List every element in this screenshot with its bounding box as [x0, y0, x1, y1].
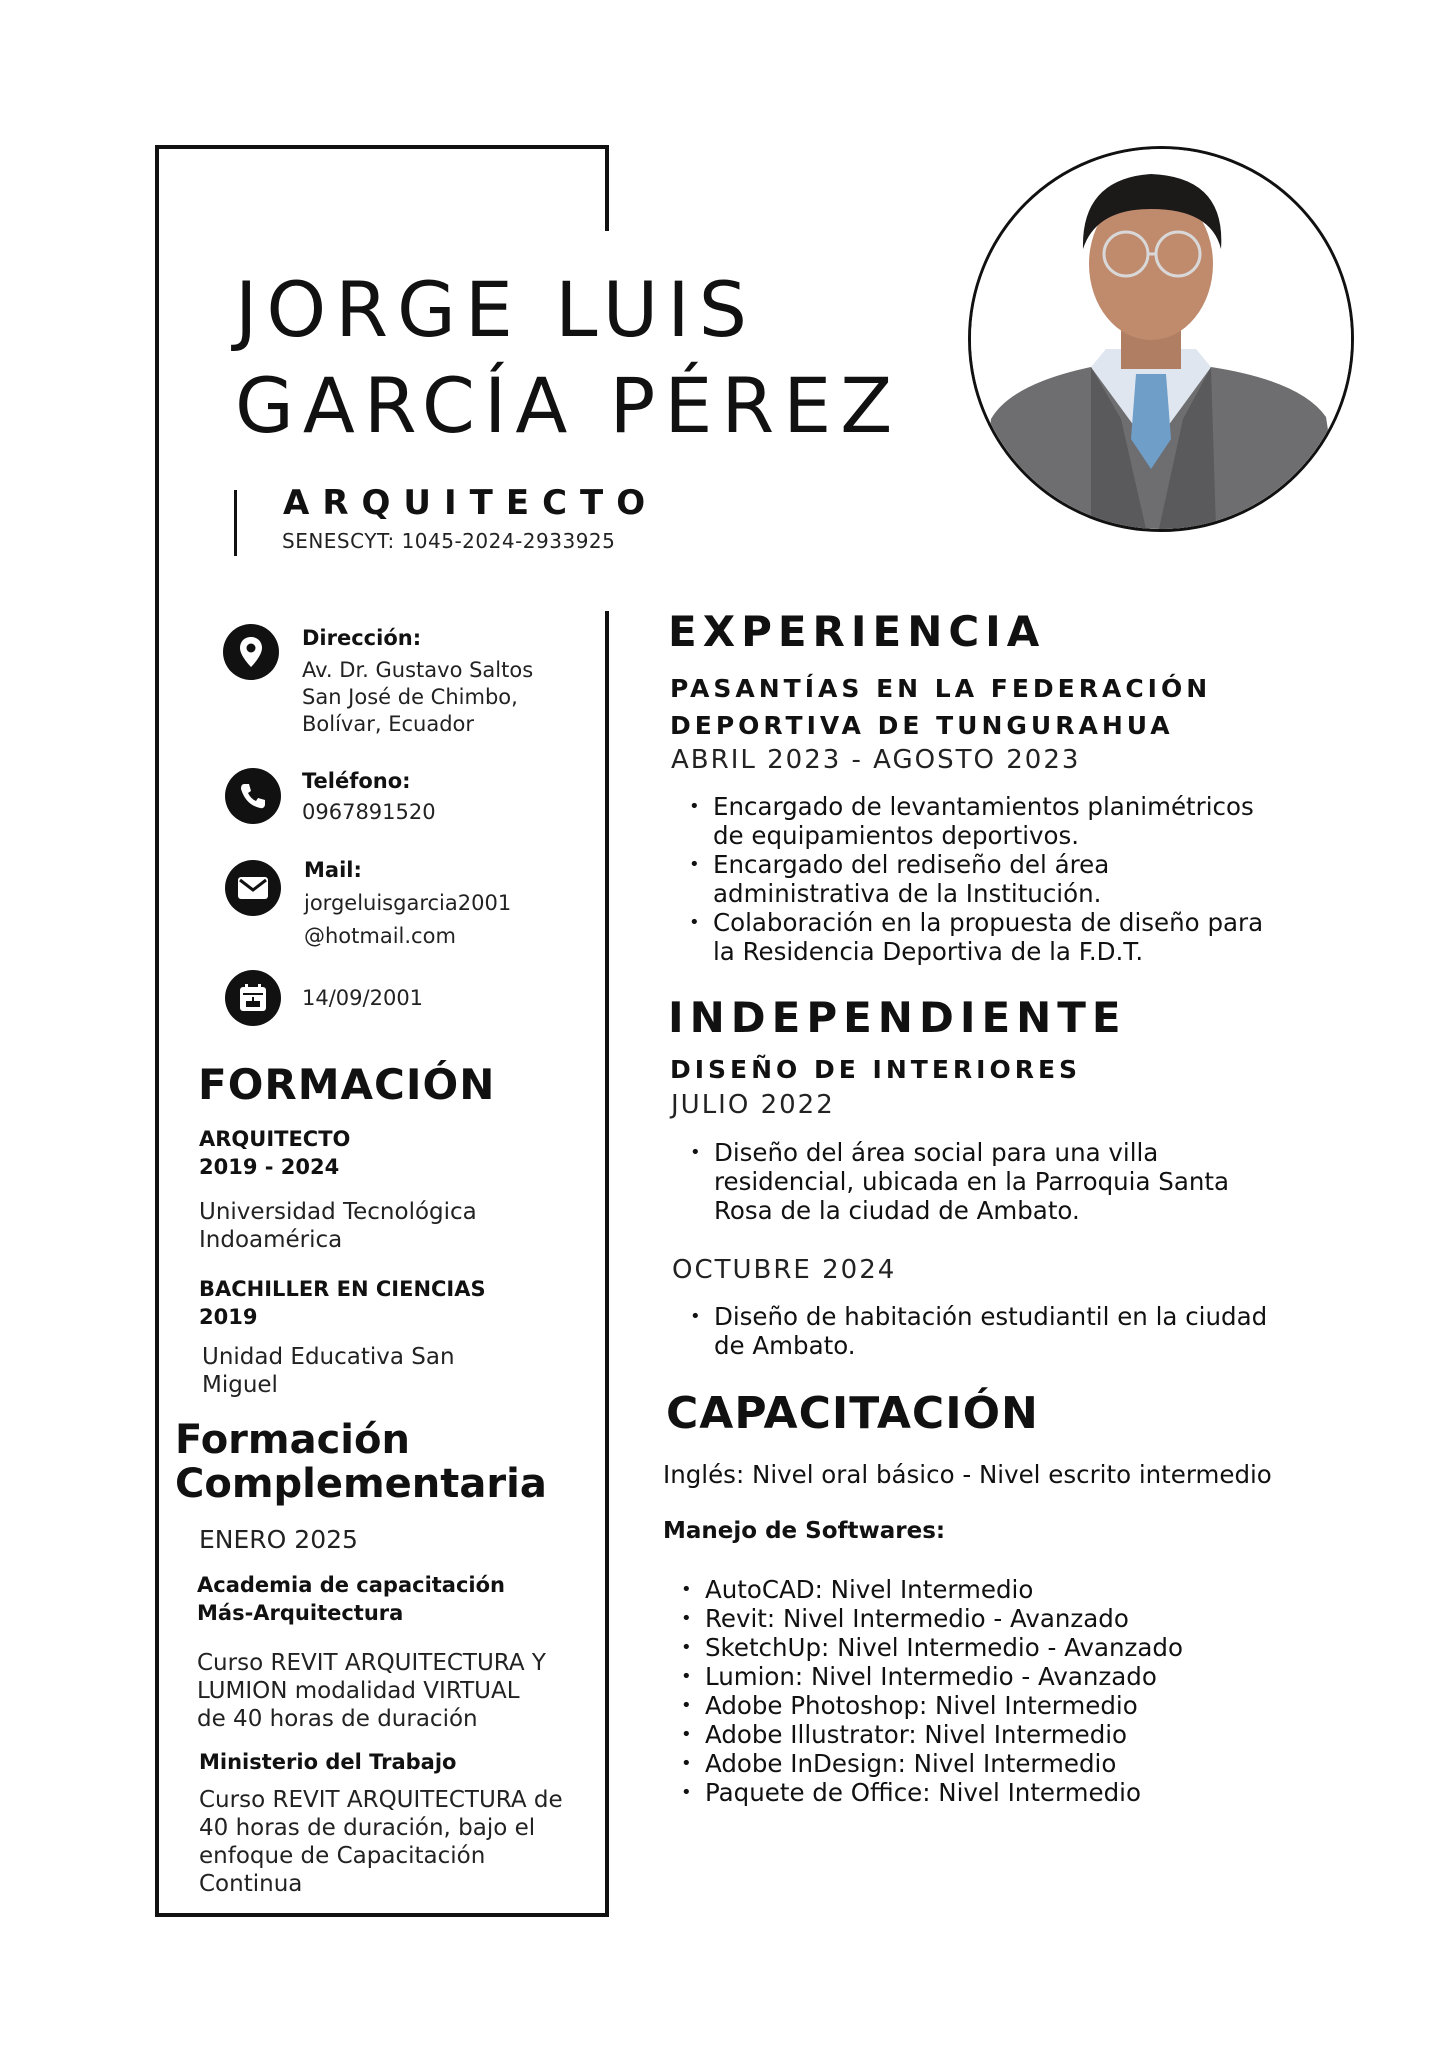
- course-2-line-4: Continua: [199, 1871, 303, 1897]
- mail-line-2: @hotmail.com: [304, 924, 456, 948]
- experience-dates: ABRIL 2023 - AGOSTO 2023: [671, 745, 1081, 775]
- independent-bullets-1: [670, 1138, 1229, 1225]
- education-item: [199, 1275, 486, 1331]
- birthdate: 14/09/2001: [302, 986, 424, 1010]
- list-item: • Revit: Nivel Intermedio - Avanzado: [705, 1604, 1183, 1633]
- education-heading: FORMACIÓN: [198, 1060, 496, 1109]
- frame-border-bottom: [155, 1913, 609, 1917]
- name-line-2: GARCÍA PÉREZ: [235, 361, 902, 450]
- education-years: 2019 - 2024: [199, 1155, 340, 1179]
- address-line-2: San José de Chimbo,: [302, 685, 518, 709]
- org-1-line-2: Más-Arquitectura: [197, 1601, 404, 1625]
- software-list: [661, 1575, 1183, 1807]
- mail-line-1: jorgeluisgarcia2001: [304, 891, 512, 915]
- complementary-heading-line-2: Complementaria: [175, 1461, 547, 1507]
- phone-number[interactable]: 0967891520: [302, 800, 436, 824]
- independent-heading: INDEPENDIENTE: [668, 993, 1127, 1042]
- institution-line-2: Indoamérica: [199, 1227, 343, 1253]
- mail-address[interactable]: [304, 887, 511, 953]
- org-1-line-1: Academia de capacitación: [197, 1573, 505, 1597]
- list-item: • Adobe Illustrator: Nivel Intermedio: [705, 1720, 1183, 1749]
- address-label: Dirección:: [302, 626, 422, 650]
- complementary-date: ENERO 2025: [199, 1525, 358, 1554]
- institution-line-1: Unidad Educativa San: [202, 1344, 455, 1370]
- senescyt-number: SENESCYT: 1045-2024-2933925: [282, 529, 616, 553]
- experience-role: [670, 670, 1211, 744]
- education-item: [199, 1125, 350, 1181]
- job-title: ARQUITECTO: [283, 483, 659, 523]
- software-heading: Manejo de Softwares:: [663, 1518, 946, 1544]
- address-line-3: Bolívar, Ecuador: [302, 712, 475, 736]
- education-years: 2019: [199, 1305, 258, 1329]
- address-line-1: Av. Dr. Gustavo Saltos: [302, 658, 534, 682]
- independent-date-1: JULIO 2022: [671, 1090, 835, 1120]
- course-2-line-2: 40 horas de duración, bajo el: [199, 1815, 536, 1841]
- name-line-1: JORGE LUIS: [235, 265, 756, 354]
- frame-border-tick: [605, 145, 609, 231]
- phone-icon: [225, 768, 281, 824]
- list-item: • Adobe Photoshop: Nivel Intermedio: [705, 1691, 1183, 1720]
- list-item: • Encargado del rediseño del área administrativa de la Institución.: [713, 850, 1263, 908]
- frame-border-left: [155, 145, 159, 1917]
- course-1-line-2: LUMION modalidad VIRTUAL: [197, 1678, 520, 1704]
- mail-icon: [225, 860, 281, 916]
- education-degree: BACHILLER EN CIENCIAS: [199, 1277, 486, 1301]
- complementary-heading-line-1: Formación: [175, 1417, 410, 1463]
- portrait-illustration: [971, 149, 1351, 529]
- complementary-org-2: Ministerio del Trabajo: [199, 1750, 457, 1774]
- list-item: • Diseño de habitación estudiantil en la ciudad de Ambato.: [714, 1302, 1267, 1360]
- education-institution: [202, 1343, 455, 1399]
- complementary-org-1: [197, 1571, 505, 1627]
- course-2-line-1: Curso REVIT ARQUITECTURA de: [199, 1787, 563, 1813]
- list-item: • Adobe InDesign: Nivel Intermedio: [705, 1749, 1183, 1778]
- experience-heading: EXPERIENCIA: [668, 607, 1046, 656]
- independent-subtitle: DISEÑO DE INTERIORES: [670, 1055, 1082, 1084]
- list-item: • Diseño del área social para una villa residencial, ubicada en la Parroquia Santa Rosa de la ciudad de Ambato.: [714, 1138, 1229, 1225]
- location-icon: [223, 624, 279, 680]
- address-text: [302, 657, 533, 738]
- frame-border-top: [155, 145, 609, 149]
- list-item: • Colaboración en la propuesta de diseño para la Residencia Deportiva de la F.D.T.: [713, 908, 1263, 966]
- list-item: • SketchUp: Nivel Intermedio - Avanzado: [705, 1633, 1183, 1662]
- list-item: • Paquete de Office: Nivel Intermedio: [705, 1778, 1183, 1807]
- course-1-line-1: Curso REVIT ARQUITECTURA Y: [197, 1650, 546, 1676]
- experience-bullets: [669, 792, 1263, 966]
- independent-bullets-2: [670, 1302, 1267, 1360]
- list-item: • AutoCAD: Nivel Intermedio: [705, 1575, 1183, 1604]
- training-heading: CAPACITACIÓN: [666, 1388, 1039, 1439]
- column-divider: [605, 611, 609, 1917]
- independent-date-2: OCTUBRE 2024: [672, 1255, 897, 1285]
- complementary-heading: [175, 1418, 547, 1506]
- complementary-course-1: [197, 1649, 546, 1733]
- institution-line-2: Miguel: [202, 1372, 278, 1398]
- list-item: • Encargado de levantamientos planimétricos de equipamientos deportivos.: [713, 792, 1263, 850]
- title-accent-bar: [234, 490, 237, 556]
- candidate-name: [235, 262, 901, 454]
- phone-label: Teléfono:: [302, 769, 411, 793]
- birthday-calendar-icon: [225, 970, 281, 1026]
- mail-label: Mail:: [304, 858, 362, 882]
- list-item: • Lumion: Nivel Intermedio - Avanzado: [705, 1662, 1183, 1691]
- course-2-line-3: enfoque de Capacitación: [199, 1843, 486, 1869]
- course-1-line-3: de 40 horas de duración: [197, 1706, 478, 1732]
- role-line-2: DEPORTIVA DE TUNGURAHUA: [670, 711, 1174, 740]
- english-level: Inglés: Nivel oral básico - Nivel escrito intermedio: [663, 1460, 1272, 1489]
- role-line-1: PASANTÍAS EN LA FEDERACIÓN: [670, 674, 1212, 703]
- institution-line-1: Universidad Tecnológica: [199, 1199, 477, 1225]
- complementary-course-2: [199, 1786, 563, 1898]
- education-degree: ARQUITECTO: [199, 1127, 351, 1151]
- education-institution: [199, 1198, 477, 1254]
- profile-photo: [968, 146, 1354, 532]
